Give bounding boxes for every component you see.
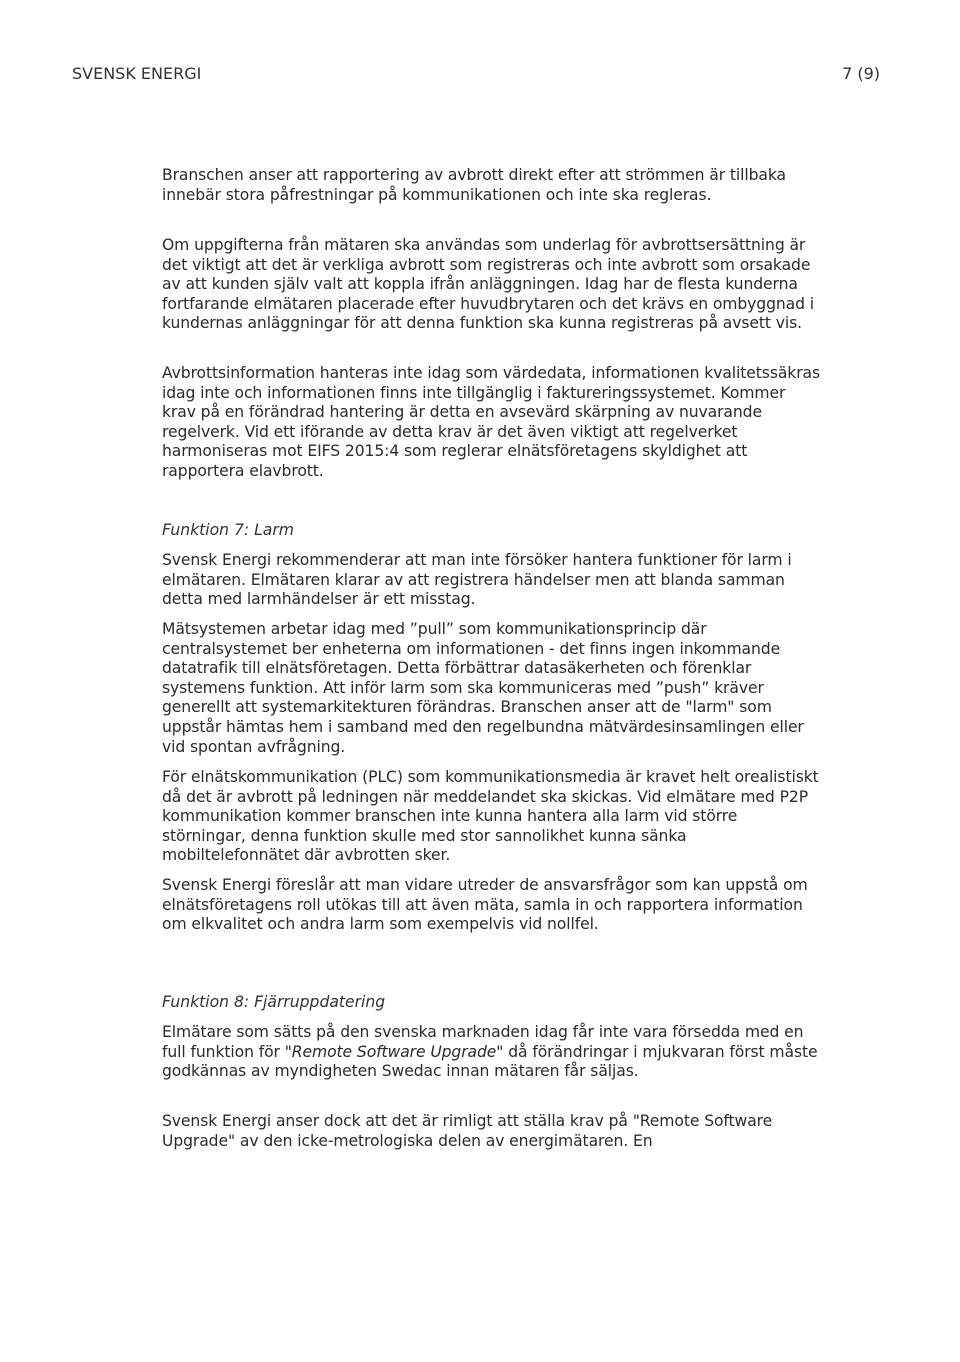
- paragraph-6-text: För elnätskommunikation (PLC) som kommunikationsmedia är kravet helt orealistiskt då det är avbrott på ledningen när meddelandet ska skickas. Vid elmätare med P2P kommunikation kommer branschen inte kunna hantera alla larm vid större störningar, denna funktion skulle med stor sannolikhet kunna sänka mobiltelefonnätet där avbrotten sker.: [162, 768, 819, 865]
- organization-name: SVENSK ENERGI: [72, 64, 202, 83]
- paragraph-4-text: Svensk Energi rekommenderar att man inte försöker hantera funktioner för larm i elmätaren. Elmätaren klarar av att registrera händelser men att blanda samman detta med larmhändelser är ett misstag.: [162, 551, 792, 609]
- paragraph-9: [162, 1112, 822, 1151]
- paragraph-7-text: Svensk Energi föreslår att man vidare utreder de ansvarsfrågor som kan uppstå om elnätsföretagens roll utökas till att även mäta, samla in och rapportera information om elkvalitet och andra larm som exempelvis vid nollfel.: [162, 876, 808, 934]
- paragraph-5-text: Mätsystemen arbetar idag med ”pull” som kommunikationsprincip där centralsystemet ber enheterna om informationen - det finns ingen inkommande datatrafik till elnätsföretagen. Detta förbättrar datasäkerheten och förenklar systemens funktion. Att inför larm som ska kommuniceras med ”push” kräver generellt att systemarkitekturen förändras. Branschen anser att de "larm" som uppstår hämtas hem i samband med den regelbundna mätvärdesinsamlingen eller vid spontan avfrågning.: [162, 620, 804, 756]
- paragraph-3: [162, 364, 822, 482]
- paragraph-2: [162, 236, 822, 334]
- paragraph-3-text: Avbrottsinformation hanteras inte idag som värdedata, informationen kvalitetssäkras idag inte och informationen finns inte tillgänglig i faktureringssystemet. Kommer krav på en förändrad hantering är detta en avsevärd skärpning av nuvarande regelverk. Vid ett iförande av detta krav är det även viktigt att regelverket harmoniseras mot EIFS 2015:4 som reglerar elnätsföretagens skyldighet att rapportera elavbrott.: [162, 364, 821, 480]
- paragraph-8: [162, 1023, 822, 1082]
- paragraph-8-text: [162, 1023, 822, 1082]
- section-heading-funktion-7: Funktion 7: Larm: [162, 521, 294, 539]
- paragraph-8-italic: Remote Software Upgrade: [291, 1042, 497, 1061]
- section-heading-funktion-8: Funktion 8: Fjärruppdatering: [162, 993, 386, 1011]
- page-header: [72, 64, 880, 86]
- paragraph-4: [162, 551, 822, 610]
- paragraph-1-text: Branschen anser att rapportering av avbrott direkt efter att strömmen är tillbaka innebär stora påfrestningar på kommunikationen och inte ska regleras.: [162, 166, 786, 204]
- page-number: 7 (9): [842, 64, 880, 83]
- paragraph-8-after: " då förändringar i mjukvaran först måste godkännas av myndigheten Swedac innan mätaren får säljas.: [162, 1042, 818, 1081]
- paragraph-2-text: Om uppgifterna från mätaren ska användas som underlag för avbrottsersättning är det viktigt att det är verkliga avbrott som registreras och inte avbrott som orsakade av att kunden själv valt att koppla ifrån anläggningen. Idag har de flesta kunderna fortfarande elmätaren placerade efter huvudbrytaren och det krävs en ombyggnad i kundernas anläggningar för att denna funktion ska kunna registreras på avsett vis.: [162, 236, 815, 333]
- paragraph-7: [162, 876, 822, 935]
- paragraph-1: [162, 166, 822, 205]
- paragraph-8-before: Elmätare som sätts på den svenska marknaden idag får inte vara försedda med en full funktion för ": [162, 1023, 804, 1061]
- paragraph-9-text: Svensk Energi anser dock att det är rimligt att ställa krav på "Remote Software Upgrade" av den icke-metrologiska delen av energimätaren. En: [162, 1112, 773, 1150]
- paragraph-6: [162, 768, 822, 866]
- paragraph-5: [162, 620, 822, 757]
